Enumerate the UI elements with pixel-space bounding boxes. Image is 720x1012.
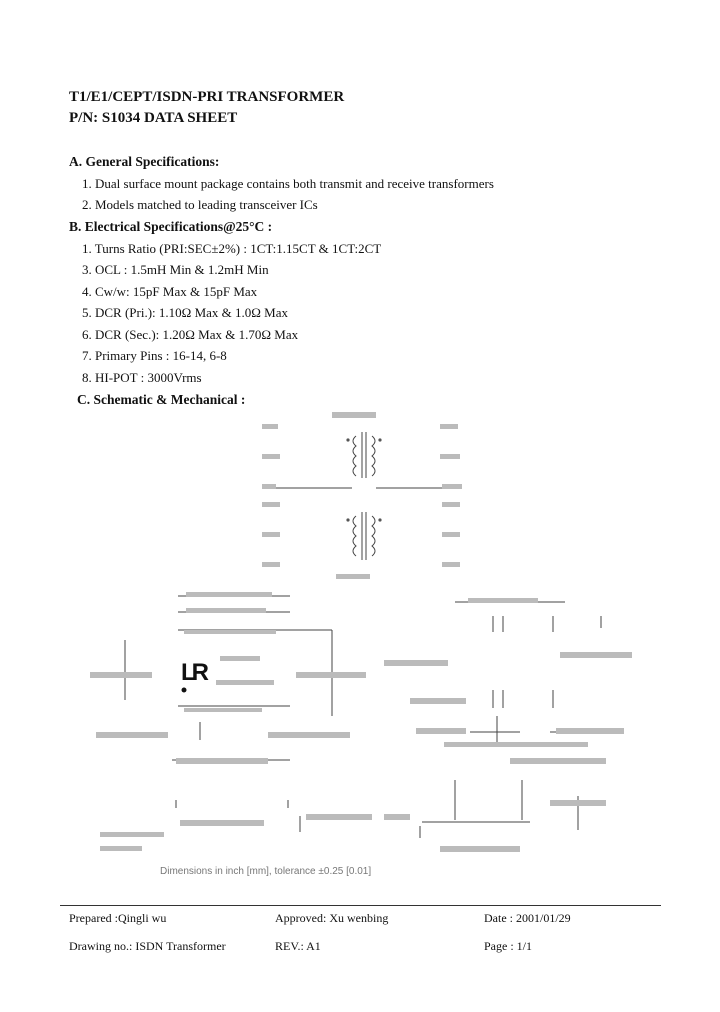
dimension-label-mark — [306, 814, 372, 820]
dimension-label-mark — [96, 732, 168, 738]
polarity-dot — [378, 438, 381, 441]
dimension-label-mark — [384, 660, 448, 666]
dimension-label-mark — [550, 800, 606, 806]
document-date: Date : 2001/01/29 — [484, 911, 571, 925]
pin-label-mark — [442, 562, 460, 567]
revision: REV.: A1 — [275, 939, 321, 953]
dimension-label-mark — [186, 592, 272, 597]
electrical-spec-item: 3. OCL : 1.5mH Min & 1.2mH Min — [82, 262, 269, 277]
primary-winding — [353, 516, 356, 556]
dimension-label-mark — [440, 846, 520, 852]
electrical-spec-item: 7. Primary Pins : 16-14, 6-8 — [82, 348, 227, 363]
pin-row-mark — [184, 708, 262, 712]
secondary-winding — [372, 516, 375, 556]
pin-label-mark — [262, 454, 280, 459]
electrical-spec-item: 4. Cw/w: 15pF Max & 15pF Max — [82, 284, 258, 299]
schematic-label-mark — [332, 412, 376, 418]
dimension-label-mark — [100, 846, 142, 851]
schematic-label-mark — [336, 574, 370, 579]
polarity-dot — [346, 438, 349, 441]
dimension-label-mark — [416, 728, 466, 734]
footer-divider — [60, 905, 661, 906]
manufacturer-logo: LR — [181, 659, 205, 686]
document-title: T1/E1/CEPT/ISDN-PRI TRANSFORMER — [69, 89, 345, 105]
dimension-label-mark — [180, 820, 264, 826]
pin-label-mark — [440, 424, 458, 429]
electrical-spec-item: 6. DCR (Sec.): 1.20Ω Max & 1.70Ω Max — [82, 327, 299, 342]
secondary-winding — [372, 436, 375, 476]
pin-label-mark — [262, 532, 280, 537]
dimension-label-mark — [90, 672, 152, 678]
electrical-spec-item: 5. DCR (Pri.): 1.10Ω Max & 1.0Ω Max — [82, 305, 289, 320]
pin-label-mark — [440, 454, 460, 459]
page-number: Page : 1/1 — [484, 939, 532, 953]
dimension-label-mark — [510, 758, 606, 764]
dimension-label-mark — [220, 656, 260, 661]
dimension-label-mark — [216, 680, 274, 685]
polarity-dot — [378, 518, 381, 521]
dimension-label-mark — [444, 742, 588, 747]
schematic-heading: C. Schematic & Mechanical : — [77, 392, 246, 407]
dimension-label-mark — [268, 732, 350, 738]
dimension-label-mark — [296, 672, 366, 678]
electrical-specs-heading: B. Electrical Specifications@25°C : — [69, 219, 273, 234]
pin-label-mark — [262, 424, 278, 429]
dimension-label-mark — [100, 832, 164, 837]
pin-label-mark — [442, 484, 462, 489]
dimension-label-mark — [176, 758, 268, 764]
tolerance-note: Dimensions in inch [mm], tolerance ±0.25 [0.01] — [160, 866, 372, 877]
general-spec-item: 2. Models matched to leading transceiver ICs — [82, 197, 318, 212]
primary-winding — [353, 436, 356, 476]
pin-label-mark — [262, 502, 280, 507]
general-specs-heading: A. General Specifications: — [69, 154, 220, 169]
polarity-dot — [346, 518, 349, 521]
dimension-label-mark — [560, 652, 632, 658]
pin-label-mark — [262, 484, 276, 489]
drawing-number: Drawing no.: ISDN Transformer — [69, 939, 226, 953]
dimension-label-mark — [384, 814, 410, 820]
electrical-spec-item: 1. Turns Ratio (PRI:SEC±2%) : 1CT:1.15CT & 1CT:2CT — [82, 241, 382, 256]
dimension-label-mark — [556, 728, 624, 734]
pin-label-mark — [442, 502, 460, 507]
electrical-spec-item: 8. HI-POT : 3000Vrms — [82, 370, 202, 385]
dimension-label-mark — [410, 698, 466, 704]
prepared-by: Prepared :Qingli wu — [69, 911, 167, 925]
pin-label-mark — [262, 562, 280, 567]
pin1-marker — [182, 688, 187, 693]
pin-label-mark — [442, 532, 460, 537]
dimension-label-mark — [468, 598, 538, 603]
pin-row-mark — [184, 630, 276, 634]
approved-by: Approved: Xu wenbing — [275, 911, 389, 925]
part-number-title: P/N: S1034 DATA SHEET — [69, 110, 238, 126]
general-spec-item: 1. Dual surface mount package contains both transmit and receive transformers — [82, 176, 494, 191]
dimension-label-mark — [186, 608, 266, 613]
